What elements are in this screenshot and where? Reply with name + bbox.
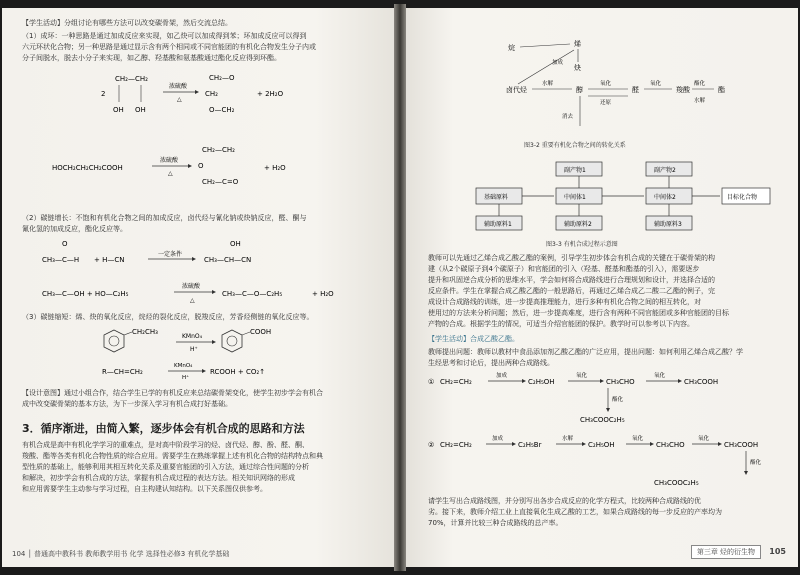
route2-c1: 加成 [492, 436, 504, 442]
eq3-o-label: O [62, 240, 68, 248]
chapter-chip: 第三章 烃的衍生物 [691, 545, 761, 559]
route2-s5: CH₃COOH [724, 441, 759, 449]
eq2-cond-top: 浓硫酸 [160, 157, 179, 164]
edge-oxidation-2: 氧化 [650, 81, 662, 87]
eq1-cond-bottom: △ [177, 96, 182, 103]
right-footer [691, 545, 786, 559]
eq4-cond-bottom: △ [190, 297, 195, 304]
edge-oxidation-1: 氧化 [600, 81, 612, 87]
figure-3-2-caption: 图3-2 重要有机化合物之间的转化关系 [524, 142, 626, 149]
route2-c4: 氧化 [698, 436, 710, 442]
left-footer: 104 │ 普通高中教科书 教师教学用书 化学 选择性必修3 有机化学基础 [12, 550, 230, 558]
page-number: 105 [769, 547, 786, 556]
body-line-1: 有机合成是高中有机化学学习的重难点，是对高中阶段学习的烃、卤代烃、醇、酚、醛、酮、 [22, 441, 309, 449]
route1-product: CH₃COOC₂H₅ [580, 416, 625, 424]
left-page [2, 8, 394, 567]
route2-s1: CH₂=CH₂ [440, 441, 472, 449]
eq1-left-top: CH₂—CH₂ [115, 75, 148, 83]
equation-hcn-addition [42, 236, 372, 274]
route2-index: ② [428, 441, 435, 449]
eq4-plus: + H₂O [312, 290, 334, 298]
eq5-product: COOH [250, 328, 272, 336]
eq5-reactant: CH₂CH₃ [132, 328, 158, 336]
r-body1-line-3: 提升和巩固逆合成分析的思维水平，学会如何将合成路线进行合理规划和设计，并选择合适的 [428, 276, 715, 284]
edge-elimination: 消去 [562, 114, 574, 120]
p2-line-2: 氰化氢的加成反应，酯化反应等。 [22, 225, 127, 233]
route2-s2: C₂H₅Br [518, 441, 542, 449]
route2-c5: 酯化 [750, 460, 762, 466]
node-alkyne: 炔 [574, 64, 581, 72]
r-body1-line-1: 教师可以先通过乙烯合成乙酸乙酯的案例，引导学生初步体会有机合成的关键在于碳骨架的构 [428, 254, 715, 262]
r-body2-line-1: 教师提出问题：教师以教材中食品添加剂乙酸乙酯的广泛应用，提出问题：如何利用乙烯合成乙酸？学 [428, 348, 743, 356]
eq2-product-o: O [198, 162, 204, 170]
eq6-reactant: R—CH=CH₂ [102, 368, 143, 376]
node-aldehyde: 醛 [632, 86, 639, 94]
eq5-cond-top: KMnO₄ [182, 333, 203, 340]
book-gutter [394, 4, 406, 571]
equation-lactone [52, 138, 352, 198]
r-body3-line-2: 劣。接下来，教师介绍工业上直接氧化生成乙酸的工艺，如果合成路线的每一步反应的产率均为 [428, 508, 722, 516]
target-compound: 目标化合物 [727, 194, 758, 201]
r-body1-line-4: 反应条件。学生在掌握合成乙酸乙酯的一般思路后，再通过乙烯合成乙二酸二乙酯的例子，完 [428, 287, 715, 295]
eq1-cond-top: 浓硫酸 [169, 83, 188, 90]
eq3-product-top: OH [230, 240, 241, 248]
r-body3-line-3: 70%，计算并比较三种合成路线的总产率。 [428, 519, 563, 527]
p3-line: （3）碳链缩短：烯、炔的氧化反应，烷烃的裂化反应，脱羧反应，芳香烃侧链的氧化反应等。 [22, 313, 314, 321]
body-line-3: 型性质的基础上，能够利用其相互转化关系及重要官能团的引入方法，通过综合性问题的分析 [22, 463, 309, 471]
p1-line-3: 分子间脱水，脱去小分子来实现，如乙醇、羟基酸和氨基酸通过酯化反应得到环酯。 [22, 54, 281, 62]
benzene-ring-icon [104, 330, 124, 352]
design-intent-line-1: 【设计意图】通过小组合作，结合学生已学的有机反应来总结碳骨架变化，使学生初步学会有机合 [22, 389, 323, 397]
eq2-product-bottom: CH₂—C=O [202, 178, 239, 186]
node-alkene: 烯 [574, 40, 581, 48]
body-line-4: 和解决，初步学会有机合成的方法，掌握有机合成过程的表达方法。相关知识网络的形成 [22, 474, 295, 482]
r-body2-line-2: 生经思考和讨论后，提出两种合成路线。 [428, 359, 554, 367]
figure-3-3-caption: 图3-3 有机合成过程示意图 [546, 241, 618, 248]
eq6-cond-bottom: H⁺ [182, 375, 190, 380]
route1-s2: C₂H₅OH [528, 378, 555, 386]
right-page [406, 8, 798, 567]
route1-index: ① [428, 378, 435, 386]
byproduct-2: 副产物2 [654, 167, 676, 174]
eq3-reactant: CH₃—C—H [42, 256, 80, 264]
route2-c3: 氧化 [632, 436, 644, 442]
r-body1-line-5: 成设计合成路线的训练，进一步提高推理能力，进行多种有机化合物之间的相互转化，对 [428, 298, 701, 306]
eq1-product-bottom: O—CH₂ [209, 106, 235, 114]
eq3-plus: + H—CN [94, 256, 125, 264]
edge-addition: 加成 [552, 60, 564, 66]
eq2-cond-bottom: △ [168, 170, 173, 177]
p2-line-1: （2）碳链增长：不饱和有机化合物之间的加成反应，卤代烃与氰化钠或炔钠反应，醛、酮与 [22, 214, 307, 222]
r-body3-line-1: 请学生写出合成路线图，并分别写出各步合成反应的化学方程式，比较两种合成路线的优 [428, 497, 701, 505]
eq1-left-bottom-b: OH [135, 106, 146, 114]
eq1-left-prefix: 2 [101, 90, 106, 98]
benzene-ring-icon [222, 330, 242, 352]
eq2-product-top: CH₂—CH₂ [202, 146, 235, 154]
synthesis-route-1 [428, 370, 788, 428]
p1-line-2: 六元环状化合物；另一种思路是通过显示含有两个相同或不同官能团的有机化合物发生分子内或 [22, 43, 316, 51]
eq4-product: CH₃—C—O—C₂H₅ [222, 290, 283, 298]
eq1-left-bottom-a: OH [113, 106, 124, 114]
p1-line-1: （1）成环：一种思路是通过加成反应来实现，如乙炔可以加成得到苯；环加成反应可以得到 [22, 32, 307, 40]
r-body1-line-2: 建（从2个碳原子到4个碳原子）和官能团的引入（羟基、醛基和酯基的引入），需要逐步 [428, 265, 700, 273]
equation-esterification [42, 276, 382, 310]
intermediate-2: 中间体2 [654, 194, 676, 201]
route1-c1: 加成 [496, 373, 508, 379]
edge-hydrolysis-2: 水解 [694, 98, 706, 104]
synthesis-route-2 [428, 433, 793, 491]
node-acid: 羧酸 [676, 86, 690, 94]
route1-c3: 氧化 [654, 373, 666, 379]
aux-material-3: 辅助原料3 [654, 221, 682, 228]
body-line-5: 和应用需要学生主动参与学习过程，自主构建认知结构。以下关系图仅供参考。 [22, 485, 267, 493]
edge-esterify: 酯化 [694, 81, 706, 87]
route1-s3: CH₃CHO [606, 378, 635, 386]
aux-material-2: 辅助原料2 [564, 221, 592, 228]
eq2-plus: + H₂O [264, 164, 286, 172]
eq1-plus: + 2H₂O [257, 90, 284, 98]
eq4-cond-top: 浓硫酸 [182, 283, 201, 290]
node-halide: 卤代烃 [506, 86, 527, 94]
intermediate-1: 中间体1 [564, 194, 586, 201]
synthesis-flow-diagram [446, 158, 776, 238]
route2-s4: CH₃CHO [656, 441, 685, 449]
eq3-product: CH₃—CH—CN [204, 256, 252, 264]
r-body1-line-6: 使用过的方法来分析问题；然后，进一步提高难度，进行含有两种不同官能团或多种官能团的目标 [428, 309, 729, 317]
eq2-reactant: HOCH₂CH₂CH₂COOH [52, 164, 123, 172]
route1-c4: 酯化 [612, 397, 624, 403]
eq5-cond-bottom: H⁺ [190, 346, 198, 353]
byproduct-1: 副产物1 [564, 167, 586, 174]
aux-material-1: 辅助原料1 [484, 221, 512, 228]
node-ester: 酯 [718, 86, 725, 94]
equation-alkene-cleavage [102, 358, 332, 380]
eq4-reactant: CH₃—C—OH + HO—C₂H₅ [42, 290, 129, 298]
route2-s3: C₂H₅OH [588, 441, 615, 449]
eq6-product: RCOOH + CO₂↑ [210, 368, 266, 376]
body-line-2: 羧酸、酯等各类有机化合物性质的综合应用。需要学生在熟练掌握上述有机化合物的结构特点和典 [22, 452, 323, 460]
route1-c2: 氧化 [576, 373, 588, 379]
section-heading: 3．循序渐进，由简入繁，逐步体会有机合成的思路和方法 [22, 422, 305, 435]
edge-hydrolysis: 水解 [542, 81, 554, 87]
route2-c2: 水解 [562, 436, 574, 442]
conversion-diagram [492, 36, 732, 136]
activity-title: 【学生活动】分组讨论有哪些方法可以改变碳骨架，然后交流总结。 [22, 19, 232, 27]
eq3-cond: 一定条件 [158, 251, 183, 258]
r-body1-line-7: 产物的合成。根据学生的情况，可适当介绍官能团的保护。教学时可以参考以下内容。 [428, 320, 694, 328]
eq1-product-top: CH₂—O [209, 74, 235, 82]
basic-material: 基础原料 [484, 194, 509, 201]
design-intent-line-2: 成中改变碳骨架的基本方法，为下一步深入学习有机合成打好基础。 [22, 400, 232, 408]
route2-product: CH₃COOC₂H₅ [654, 479, 699, 487]
activity2-title: 【学生活动】合成乙酸乙酯。 [428, 335, 519, 343]
route1-s4: CH₃COOH [684, 378, 719, 386]
eq1-product-mid: CH₂ [205, 90, 218, 98]
node-alcohol: 醇 [576, 86, 583, 94]
eq6-cond-top: KMnO₄ [174, 363, 193, 369]
equation-cyclic-ether [97, 68, 317, 124]
node-alkane: 烷 [508, 44, 515, 52]
equation-side-chain-oxidation [102, 324, 322, 358]
edge-reduction: 还原 [600, 100, 612, 106]
route1-s1: CH₂=CH₂ [440, 378, 472, 386]
